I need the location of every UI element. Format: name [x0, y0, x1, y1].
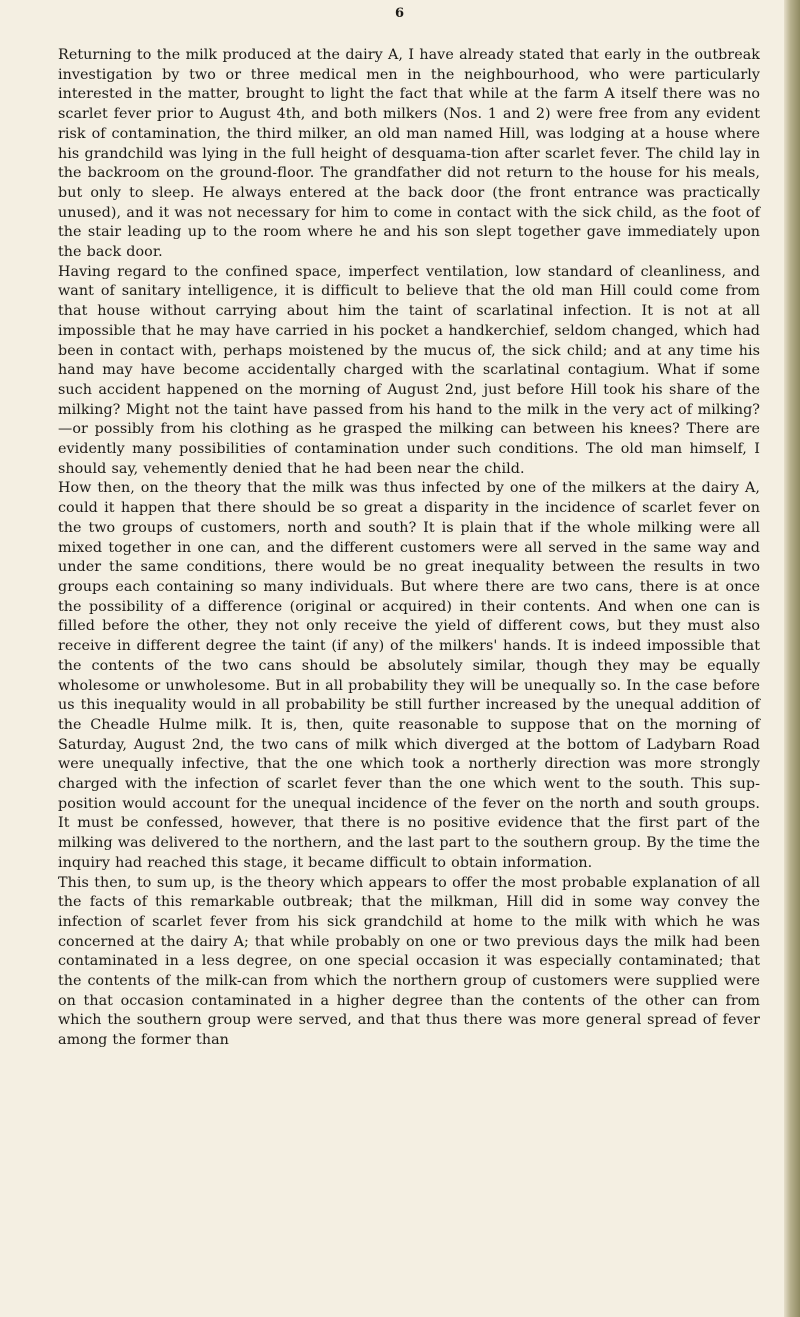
paragraph-3: How then, on the theory that the milk was thus infected by one of the milkers at the dairy A, could it happen that there should be so great a disparity in the incidence of scarlet fever on the two groups of customers, north and south? It is plain that if the whole milking were all mixed together in one can, and the different customers were all served in the same way and under the same conditions, there would be no great inequality between the results in two groups each containing so many individuals. But where there are two cans, there is at once the possibility of a difference (original or acquired) in their contents. And when one can is filled before the other, they not only receive the yield of different cows, but they must also receive in different degree the taint (if any) of the milkers' hands. It is indeed impossible that the contents of the two cans should be absolutely similar, though they may be equally wholesome or unwholesome. But in all probability they will be unequally so. In the case before us this inequality would in all probability be still further increased by the unequal addition of the Cheadle Hulme milk. It is, then, quite reasonable to suppose that on the morning of Saturday, August 2nd, the two cans of milk which diverged at the bottom of Ladybarn Road were unequally infective, that the one which took a northerly direction was more strongly charged with the infection of scarlet fever than the one which went to the south. This sup-position would account for the unequal incidence of the fever on the north and south groups. It must be confessed, however, that there is no positive evidence that the first part of the milking was delivered to the northern, and the last part to the southern group. By the time the inquiry had reached this stage, it became difficult to obtain information. [58, 480, 760, 871]
paragraph-1: Returning to the milk produced at the dairy A, I have already stated that early in the outbreak investigation by two or three medical men in the neighbourhood, who were particularly interested in the matter, brought to light the fact that while at the farm A itself there was no scarlet fever prior to August 4th, and both milkers (Nos. 1 and 2) were free from any evident risk of contamination, the third milker, an old man named Hill, was lodging at a house where his grandchild was lying in the full height of desquama-tion after scarlet fever. The child lay in the backroom on the ground-floor. The grandfather did not return to the house for his meals, but only to sleep. He always entered at the back door (the front entrance was practically unused), and it was not necessary for him to come in contact with the sick child, as the foot of the stair leading up to the room where he and his son slept together gave immediately upon the back door. [58, 47, 760, 261]
paragraph-2: Having regard to the confined space, imperfect ventilation, low standard of cleanliness, and want of sanitary intelligence, it is difficult to believe that the old man Hill could come from that house without carrying about him the taint of scarlatinal infection. It is not at all impossible that he may have carried in his pocket a handkerchief, seldom changed, which had been in contact with, perhaps moistened by the mucus of, the sick child; and at any time his hand may have become accidentally charged with the scarlatinal contagium. What if some such accident happened on the morning of August 2nd, just before Hill took his share of the milking? Might not the taint have passed from his hand to the milk in the very act of milking?—or possibly from his clothing as he grasped the milking can between his knees? There are evidently many possibilities of contamination under such conditions. The old man himself, I should say, vehemently denied that he had been near the child. [58, 263, 760, 477]
page-edge-shadow [784, 0, 800, 1317]
paragraph-4: This then, to sum up, is the theory which appears to offer the most probable explanation of all the facts of this remarkable outbreak; that the milkman, Hill did in some way convey the infection of scarlet fever from his sick grandchild at home to the milk with which he was concerned at the dairy A; that while probably on one or two previous days the milk had been contaminated in a less degree, on one special occasion it was especially contaminated; that the contents of the milk-can from which the northern group of customers were supplied were on that occasion contaminated in a higher degree than the contents of the other can from which the southern group were served, and that thus there was more general spread of fever among the former than [58, 874, 760, 1049]
page-number: 6 [394, 6, 406, 21]
body-text [58, 46, 760, 1051]
